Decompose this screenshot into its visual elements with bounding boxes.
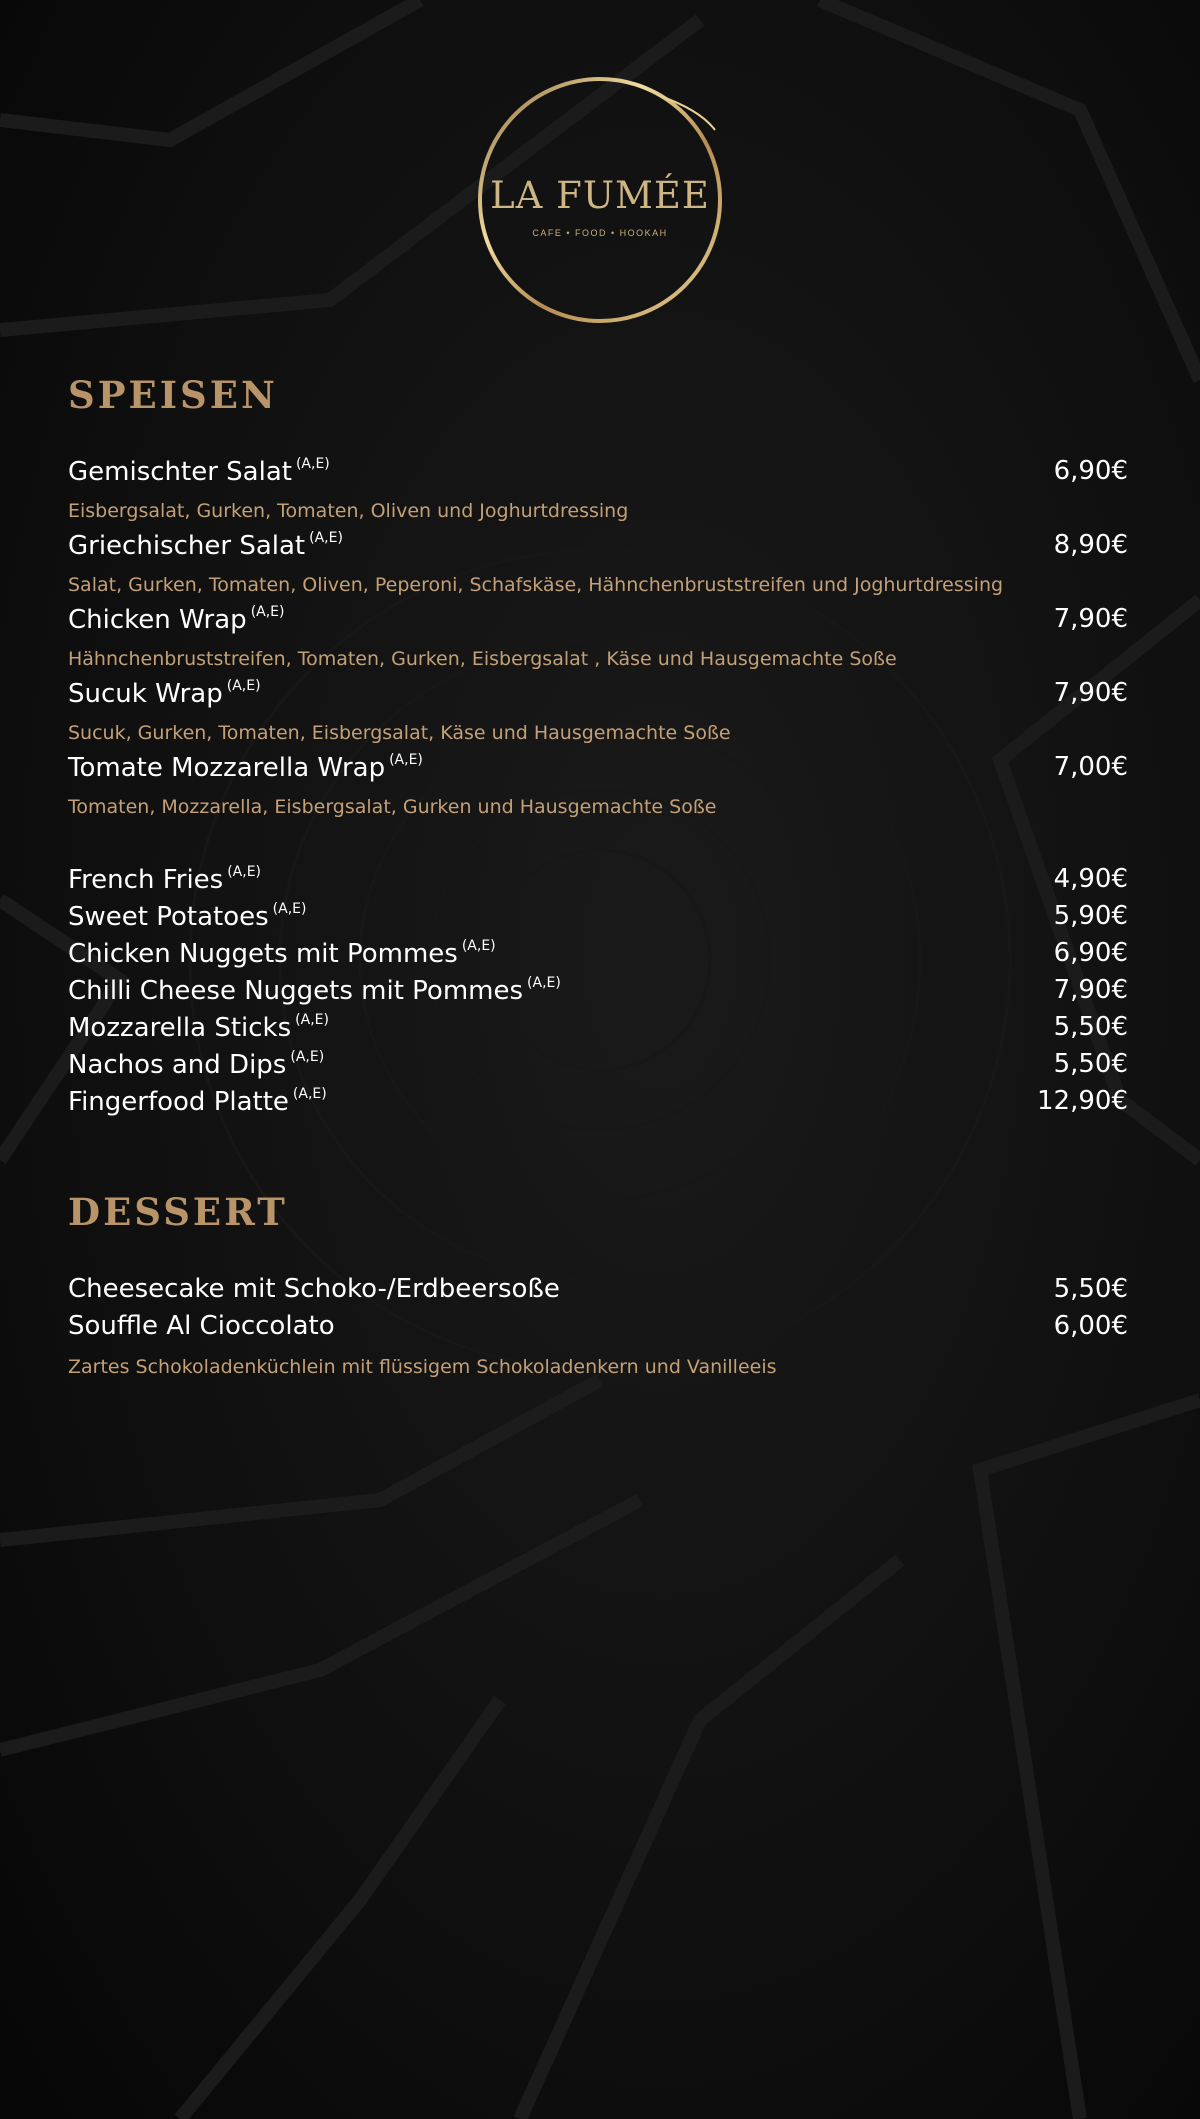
item-name: Sweet Potatoes xyxy=(68,902,269,932)
item-price: 5,50€ xyxy=(1053,1274,1128,1304)
item-allergens: (A,E) xyxy=(272,901,307,917)
section-title-speisen: SPEISEN xyxy=(68,373,278,417)
item-description: Sucuk, Gurken, Tomaten, Eisbergsalat, Käse und Hausgemachte Soße xyxy=(68,722,731,744)
item-name: Chicken Nuggets mit Pommes xyxy=(68,939,458,969)
item-allergens: (A,E) xyxy=(290,1049,325,1065)
menu-item xyxy=(68,1274,1128,1310)
item-price: 12,90€ xyxy=(1037,1086,1128,1116)
item-name: Gemischter Salat xyxy=(68,457,292,487)
item-price: 5,50€ xyxy=(1053,1049,1128,1079)
section-title-dessert: DESSERT xyxy=(68,1190,288,1234)
menu-item xyxy=(68,975,1128,1011)
menu-item xyxy=(68,752,1128,788)
item-name: Mozzarella Sticks xyxy=(68,1013,292,1043)
menu-item xyxy=(68,604,1128,640)
item-allergens: (A,E) xyxy=(292,1086,327,1102)
item-description: Zartes Schokoladenküchlein mit flüssigem Schokoladenkern und Vanilleeis xyxy=(68,1356,777,1378)
item-allergens: (A,E) xyxy=(527,975,561,991)
item-name: Tomate Mozzarella Wrap xyxy=(68,753,386,783)
item-price: 5,90€ xyxy=(1053,901,1128,931)
item-allergens: (A,E) xyxy=(295,1012,329,1028)
item-price: 5,50€ xyxy=(1053,1012,1128,1042)
item-name: Chilli Cheese Nuggets mit Pommes xyxy=(68,976,524,1006)
item-description: Salat, Gurken, Tomaten, Oliven, Peperoni, Schafskäse, Hähnchenbruststreifen und Joghurtdressing xyxy=(68,574,1004,596)
menu-item xyxy=(68,1086,1128,1122)
logo-name: LA FUMÉE xyxy=(490,174,710,217)
item-name: Souffle Al Cioccolato xyxy=(68,1311,335,1341)
item-name: Chicken Wrap xyxy=(68,605,247,635)
item-allergens: (A,E) xyxy=(226,678,261,694)
item-description: Eisbergsalat, Gurken, Tomaten, Oliven und Joghurtdressing xyxy=(68,500,629,522)
item-price: 6,00€ xyxy=(1053,1311,1128,1341)
item-price: 6,90€ xyxy=(1053,456,1128,486)
item-allergens: (A,E) xyxy=(389,752,423,768)
menu-item xyxy=(68,1012,1128,1048)
item-description: Tomaten, Mozzarella, Eisbergsalat, Gurken und Hausgemachte Soße xyxy=(68,796,717,818)
menu-item xyxy=(68,678,1128,714)
item-allergens: (A,E) xyxy=(295,456,330,472)
item-name: Griechischer Salat xyxy=(68,531,306,561)
item-name: Sucuk Wrap xyxy=(68,679,223,709)
item-price: 7,00€ xyxy=(1053,752,1128,782)
item-allergens: (A,E) xyxy=(309,530,343,546)
item-price: 7,90€ xyxy=(1053,604,1128,634)
item-price: 7,90€ xyxy=(1053,975,1128,1005)
item-price: 4,90€ xyxy=(1053,864,1128,894)
menu-item xyxy=(68,864,1128,900)
item-name: Fingerfood Platte xyxy=(68,1087,289,1117)
item-allergens: (A,E) xyxy=(461,938,496,954)
menu-item xyxy=(68,938,1128,974)
menu-item xyxy=(68,901,1128,937)
item-description: Hähnchenbruststreifen, Tomaten, Gurken, Eisbergsalat , Käse und Hausgemachte Soße xyxy=(68,648,897,670)
menu-item xyxy=(68,530,1128,566)
item-price: 6,90€ xyxy=(1053,938,1128,968)
item-allergens: (A,E) xyxy=(227,864,262,880)
menu-item xyxy=(68,1311,1128,1347)
item-name: Nachos and Dips xyxy=(68,1050,287,1080)
menu-item xyxy=(68,1049,1128,1085)
item-price: 8,90€ xyxy=(1053,530,1128,560)
item-allergens: (A,E) xyxy=(250,604,285,620)
logo xyxy=(475,74,725,326)
item-name: Cheesecake mit Schoko-/Erdbeersoße xyxy=(68,1274,560,1304)
menu-item xyxy=(68,456,1128,492)
item-price: 7,90€ xyxy=(1053,678,1128,708)
logo-tagline: CAFE • FOOD • HOOKAH xyxy=(532,228,668,238)
item-name: French Fries xyxy=(68,865,224,895)
